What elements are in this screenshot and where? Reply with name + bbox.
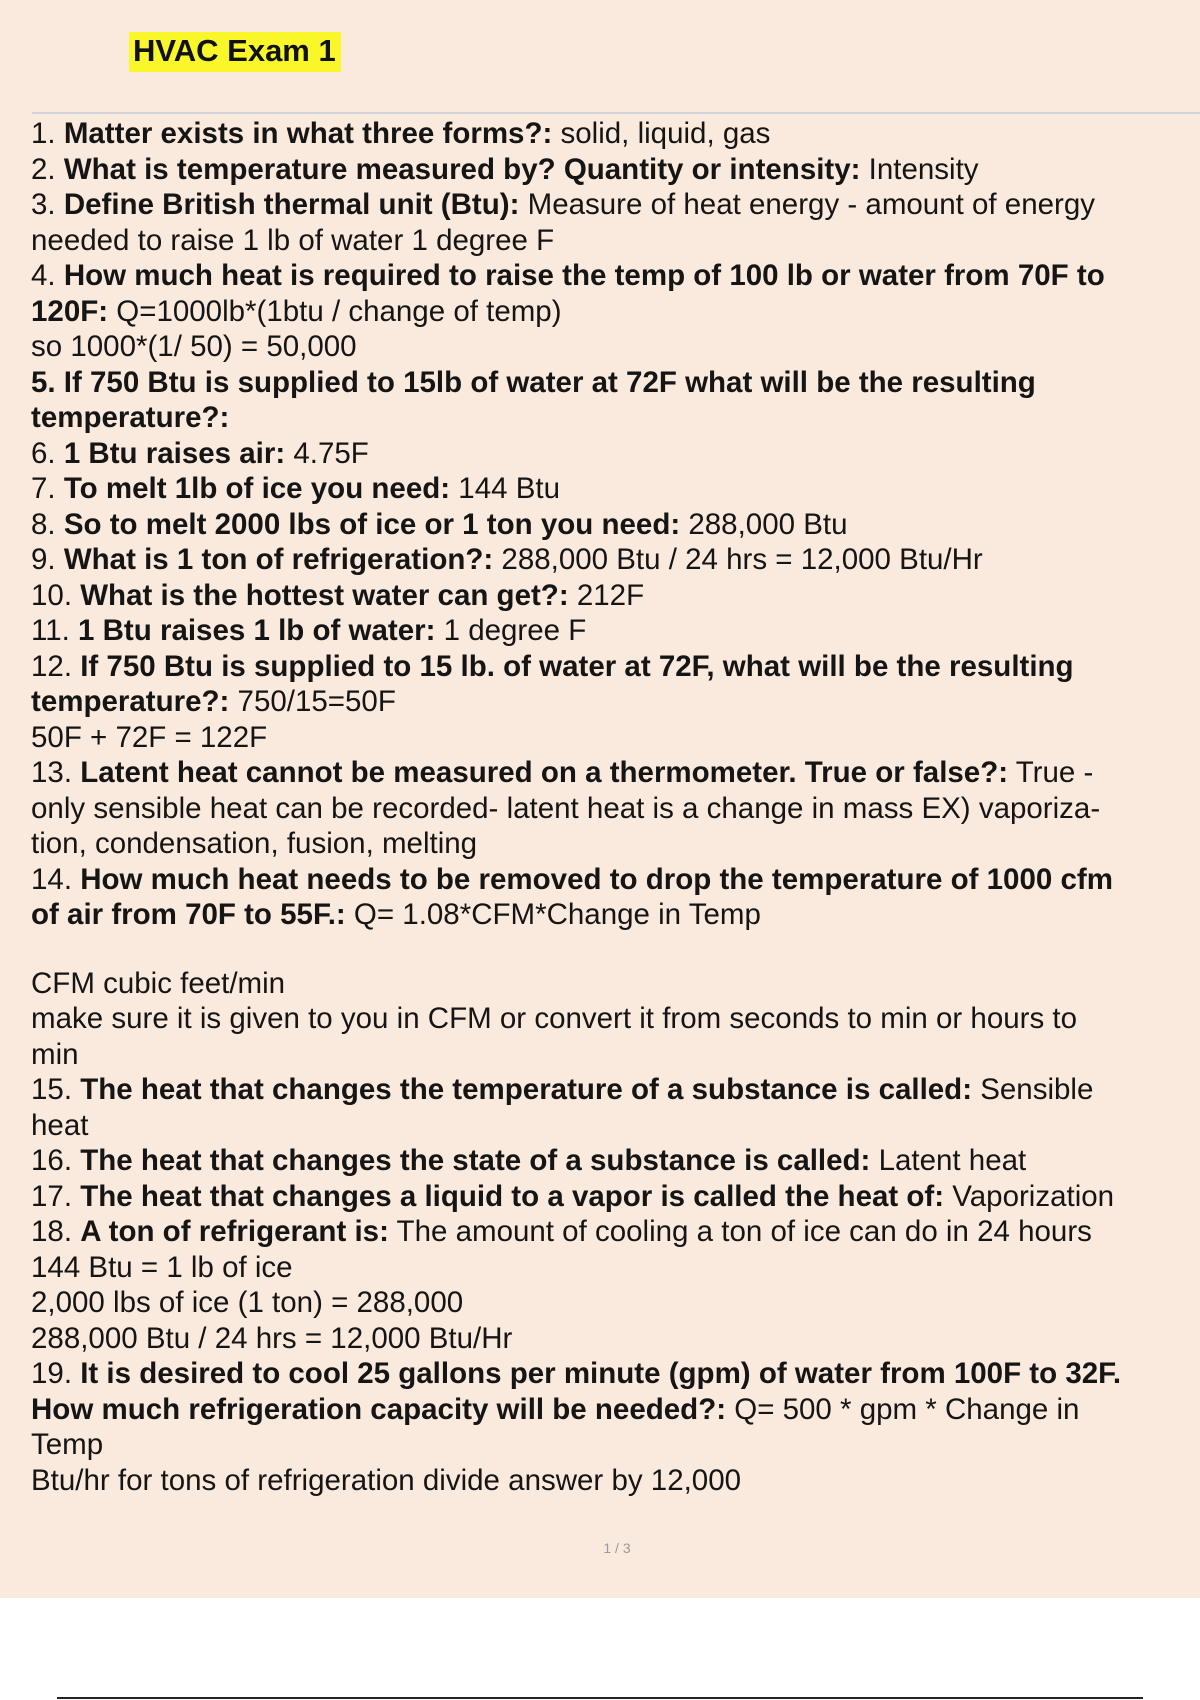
text-line: [31, 187, 1200, 223]
question-text: 1 Btu raises 1 lb of water:: [78, 614, 436, 647]
question-text: temperature?:: [31, 685, 230, 718]
line-number: 13.: [31, 756, 81, 789]
text-line: [31, 294, 1200, 330]
page-title: HVAC Exam 1: [129, 32, 341, 72]
question-text: 120F:: [31, 294, 109, 328]
text-line: [31, 471, 1200, 507]
text-line: [31, 613, 1200, 649]
line-number: 11.: [31, 614, 79, 647]
answer-text: min: [31, 1037, 79, 1071]
line-number: 4.: [31, 259, 64, 292]
line-number: 7.: [31, 472, 64, 505]
line-number: 9.: [31, 543, 64, 576]
answer-text: 288,000 Btu / 24 hrs = 12,000 Btu/Hr: [31, 1321, 513, 1355]
answer-text: 212F: [568, 578, 645, 612]
answer-text: Intensity: [860, 152, 979, 186]
line-number: 17.: [31, 1179, 81, 1213]
question-text: temperature?:: [31, 401, 230, 434]
text-line: [31, 507, 1200, 543]
question-text: The heat that changes the state of a substance is called:: [80, 1144, 871, 1177]
text-line: [31, 329, 1200, 365]
answer-text: 288,000 Btu / 24 hrs = 12,000 Btu/Hr: [493, 543, 983, 576]
text-line: [31, 116, 1200, 152]
answer-text: 288,000 Btu: [680, 507, 848, 541]
answer-text: Q=1000lb*(1btu / change of temp): [108, 294, 562, 328]
text-line: [31, 400, 1200, 436]
text-line: [31, 1463, 1200, 1499]
text-line: [31, 542, 1200, 578]
text-line: [31, 1143, 1200, 1179]
question-text: If 750 Btu is supplied to 15 lb. of water at 72F, what will be the resulting: [80, 649, 1074, 683]
answer-text: make sure it is given to you in CFM or convert it from seconds to min or hours to: [31, 1002, 1078, 1035]
answer-text: Temp: [31, 1428, 104, 1461]
text-line: [31, 1001, 1200, 1037]
text-line: [31, 223, 1200, 259]
question-text: Define British thermal unit (Btu):: [63, 188, 520, 221]
text-line: [31, 826, 1200, 862]
text-line: [31, 1285, 1200, 1321]
answer-text: heat: [31, 1108, 89, 1142]
question-text: 5. If 750 Btu is supplied to 15lb of water at 72F what will be the resulting: [31, 365, 1036, 399]
text-line: [31, 684, 1200, 720]
answer-text: 4.75F: [285, 436, 369, 470]
question-text: of air from 70F to 55F.:: [31, 898, 346, 931]
question-text: To melt 1lb of ice you need:: [63, 472, 451, 505]
line-number: 3.: [31, 188, 64, 221]
qa-list: [31, 116, 1200, 1498]
text-line: [31, 365, 1200, 401]
answer-text: 2,000 lbs of ice (1 ton) = 288,000: [31, 1286, 464, 1319]
text-line: [31, 1037, 1200, 1073]
question-text: How much heat is required to raise the temp of 100 lb or water from 70F to: [63, 259, 1105, 292]
text-line: [31, 1108, 1200, 1144]
text-line: [31, 966, 1200, 1002]
text-line: [31, 1392, 1200, 1428]
answer-text: Measure of heat energy - amount of energy: [519, 188, 1096, 221]
answer-text: 50F + 72F = 122F: [31, 720, 268, 754]
text-line: [31, 1427, 1200, 1463]
text-line: [31, 862, 1200, 898]
text-line: [31, 1072, 1200, 1108]
line-number: 2.: [31, 152, 64, 186]
header-divider: [32, 112, 1200, 114]
text-line: [31, 897, 1200, 933]
question-text: What is 1 ton of refrigeration?:: [63, 543, 494, 576]
line-number: 10.: [31, 578, 81, 612]
text-line: [31, 791, 1200, 827]
question-text: So to melt 2000 lbs of ice or 1 ton you need:: [63, 507, 681, 541]
question-text: The heat that changes the temperature of a substance is called:: [80, 1073, 973, 1106]
answer-text: True -: [1008, 756, 1094, 789]
text-line: [31, 1356, 1200, 1392]
answer-text: 750/15=50F: [229, 685, 396, 718]
answer-text: solid, liquid, gas: [552, 117, 771, 150]
answer-text: The amount of cooling a ton of ice can do in 24 hours: [388, 1215, 1092, 1248]
text-line: [31, 436, 1200, 472]
question-text: The heat that changes a liquid to a vapor is called the heat of:: [80, 1179, 945, 1213]
text-line: [31, 578, 1200, 614]
answer-text: Q= 500 * gpm * Change in: [726, 1392, 1080, 1426]
answer-text: 144 Btu: [450, 472, 560, 505]
line-number: 19.: [31, 1357, 81, 1390]
text-line: [31, 720, 1200, 756]
page-bottom-rule: [57, 1697, 1143, 1699]
question-text: Matter exists in what three forms?:: [63, 117, 553, 150]
text-line: [31, 1214, 1200, 1250]
answer-text: Sensible: [972, 1073, 1094, 1106]
answer-text: Vaporization: [944, 1179, 1115, 1213]
answer-text: Q= 1.08*CFM*Change in Temp: [345, 898, 761, 931]
text-line: [31, 152, 1200, 188]
answer-text: Latent heat: [870, 1144, 1027, 1177]
answer-text: needed to raise 1 lb of water 1 degree F: [31, 223, 555, 257]
question-text: How much heat needs to be removed to drop the temperature of 1000 cfm: [80, 862, 1113, 896]
answer-text: CFM cubic feet/min: [31, 966, 286, 1000]
answer-text: only sensible heat can be recorded- latent heat is a change in mass EX) vaporiza-: [31, 791, 1101, 825]
line-number: 14.: [31, 862, 81, 896]
question-text: A ton of refrigerant is:: [80, 1215, 389, 1248]
line-number: 1.: [31, 117, 64, 150]
text-line: [31, 258, 1200, 294]
answer-text: tion, condensation, fusion, melting: [31, 827, 478, 860]
line-number: 6.: [31, 436, 64, 470]
text-line: [31, 755, 1200, 791]
line-number: 15.: [31, 1073, 81, 1106]
line-number: 16.: [31, 1144, 81, 1177]
text-line: [31, 649, 1200, 685]
answer-text: so 1000*(1/ 50) = 50,000: [31, 330, 357, 363]
answer-text: 1 degree F: [435, 614, 587, 647]
text-line: [31, 1179, 1200, 1215]
text-line: [31, 933, 1200, 966]
text-line: [31, 1321, 1200, 1357]
page-number: 1 / 3: [603, 1540, 631, 1556]
line-number: 18.: [31, 1215, 81, 1248]
question-text: Latent heat cannot be measured on a thermometer. True or false?:: [80, 756, 1009, 789]
question-text: What is temperature measured by? Quantity or intensity:: [63, 152, 861, 186]
question-text: 1 Btu raises air:: [63, 436, 286, 470]
question-text: What is the hottest water can get?:: [80, 578, 569, 612]
question-text: It is desired to cool 25 gallons per minute (gpm) of water from 100F to 32F.: [80, 1357, 1122, 1390]
answer-text: Btu/hr for tons of refrigeration divide answer by 12,000: [31, 1463, 742, 1497]
line-number: 8.: [31, 507, 64, 541]
line-number: 12.: [31, 649, 81, 683]
text-line: [31, 1250, 1200, 1286]
question-text: How much refrigeration capacity will be needed?:: [31, 1392, 727, 1426]
answer-text: 144 Btu = 1 lb of ice: [31, 1250, 293, 1284]
